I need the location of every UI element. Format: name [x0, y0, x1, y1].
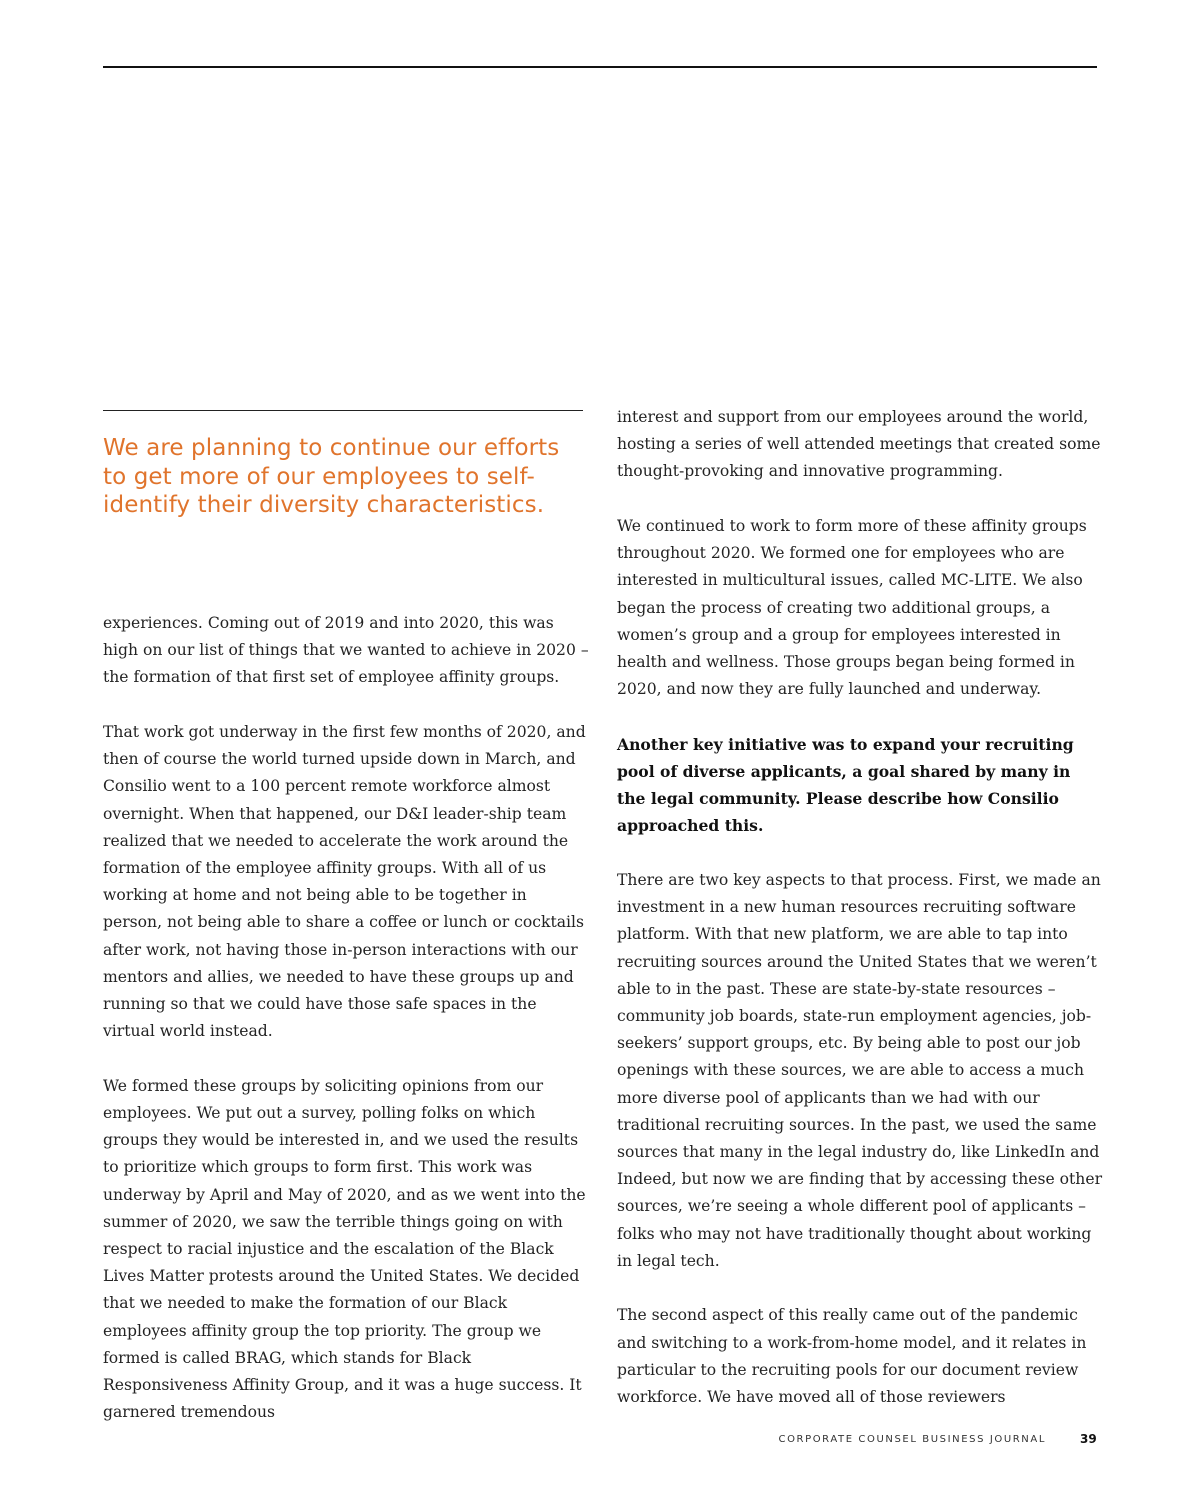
page-number: 39 [1080, 1432, 1097, 1446]
body-paragraph: That work got underway in the first few months of 2020, and then of course the world turned upside down in March, and Consilio went to a 100 percent remote workforce almost overnight. When that happened, our D&I leader-ship team realized that we needed to accelerate the work around the formation of the employee affinity groups. With all of us working at home and not being able to be together in person, not being able to share a coffee or lunch or cocktails after work, not having those in-person interactions with our mentors and allies, we needed to have these groups up and running so that we could have those safe spaces in the virtual world instead. [103, 723, 586, 1041]
interview-question: Another key initiative was to expand your recruiting pool of diverse applicants, a goal shared by many in the legal community. Please describe how Consilio approached this. [617, 734, 1074, 836]
journal-name: CORPORATE COUNSEL BUSINESS JOURNAL [778, 1434, 1046, 1445]
pull-quote-rule [103, 410, 583, 411]
body-paragraph: We formed these groups by soliciting opinions from our employees. We put out a survey, polling folks on which groups they would be interested in, and we used the results to prioritize which groups to form first. This work was underway by April and May of 2020, and as we went into the summer of 2020, we saw the terrible things going on with respect to racial injustice and the escalation of the Black Lives Matter protests around the United States. We decided that we needed to make the formation of our Black employees affinity group the top priority. The group we formed is called BRAG, which stands for Black Responsiveness Affinity Group, and it was a huge success. It garnered tremendous [103, 1076, 586, 1422]
body-paragraph: There are two key aspects to that process. First, we made an investment in a new human resources recruiting software platform. With that new platform, we are able to tap into recruiting sources around the United States that we weren’t able to in the past. These are state-by-state resources – community job boards, state-run employment agencies, job-seekers’ support groups, etc. By being able to post our job openings with these sources, we are able to access a much more diverse pool of applicants than we had with our traditional recruiting sources. In the past, we used the same sources that many in the legal industry do, like LinkedIn and Indeed, but now we are finding that by accessing these other sources, we’re seeing a whole different pool of applicants – folks who may not have traditionally thought about working in legal tech. [617, 871, 1103, 1270]
body-paragraph: We continued to work to form more of these affinity groups throughout 2020. We formed one for employees who are interested in multicultural issues, called MC-LITE. We also began the process of creating two additional groups, a women’s group and a group for employees interested in health and wellness. Those groups began being formed in 2020, and now they are fully launched and underway. [617, 517, 1087, 699]
body-paragraph: interest and support from our employees around the world, hosting a series of well attended meetings that created some thought-provoking and innovative programming. [617, 408, 1101, 481]
body-paragraph: The second aspect of this really came out of the pandemic and switching to a work-from-home model, and it relates in particular to the recruiting pools for our document review workforce. We have moved all of those reviewers [617, 1306, 1087, 1407]
left-column [103, 610, 589, 1454]
right-column [617, 404, 1103, 1439]
pull-quote: We are planning to continue our efforts to get more of our employees to self-identify their diversity characteristics. [103, 435, 560, 518]
body-paragraph: experiences. Coming out of 2019 and into 2020, this was high on our list of things that we wanted to achieve in 2020 – the formation of that first set of employee affinity groups. [103, 614, 589, 687]
top-rule [103, 66, 1097, 68]
